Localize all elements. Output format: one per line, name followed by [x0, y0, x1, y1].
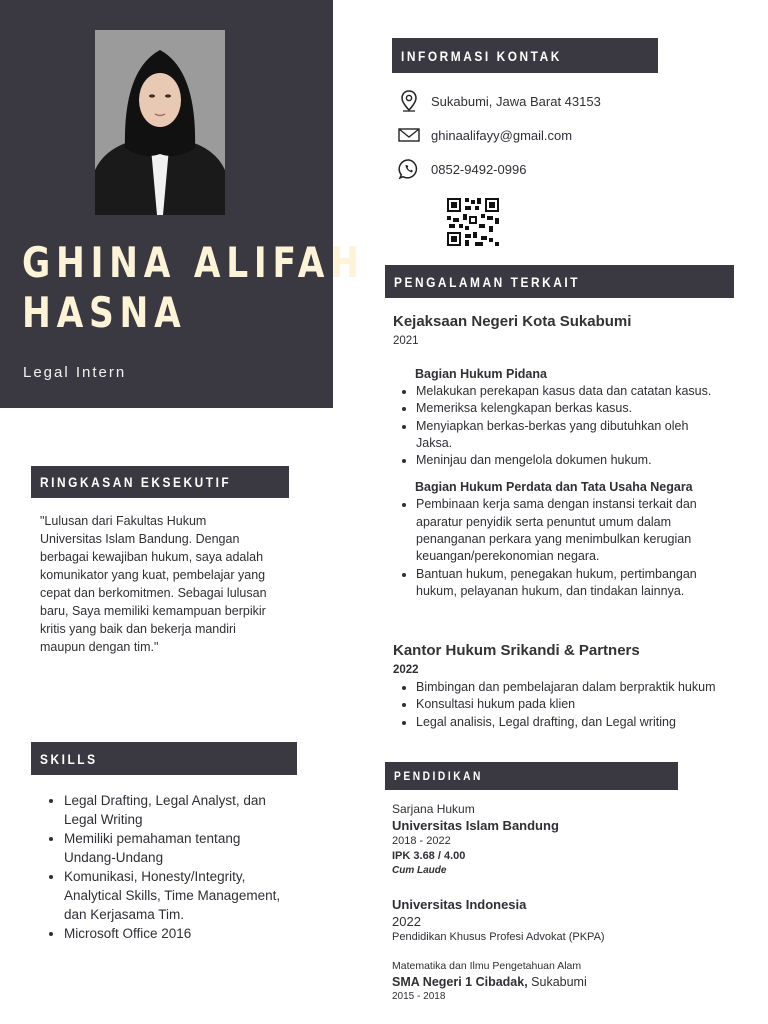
job-section-list	[393, 496, 723, 600]
full-name	[22, 238, 365, 338]
phone-text[interactable]: 0852-9492-0996	[431, 161, 527, 177]
summary-heading-text: RINGKASAN EKSEKUTIF	[40, 474, 232, 490]
whatsapp-icon	[398, 158, 420, 180]
list-item: • Konsultasi hukum pada klien	[416, 696, 723, 713]
job-list	[393, 679, 723, 731]
list-item: • Meninjau dan mengelola dokumen hukum.	[416, 452, 723, 469]
experience-job-1	[393, 312, 723, 600]
location-pin-icon	[398, 90, 420, 112]
education-entry-3	[392, 959, 722, 1003]
education-heading-text: PENDIDIKAN	[394, 769, 483, 783]
experience-heading-text: PENGALAMAN TERKAIT	[394, 273, 581, 290]
email-text[interactable]: ghinaalifayy@gmail.com	[431, 127, 573, 143]
edu-program: Pendidikan Khusus Profesi Advokat (PKPA)	[392, 931, 605, 943]
skill-item: • Legal Drafting, Legal Analyst, dan Legal Writing	[64, 791, 290, 829]
address-text: Sukabumi, Jawa Barat 43153	[431, 93, 601, 109]
contact-heading-text: INFORMASI KONTAK	[401, 47, 562, 64]
edu-school: Universitas Islam Bandung	[392, 818, 559, 833]
contact-phone[interactable]	[398, 158, 526, 180]
contact-email[interactable]	[398, 124, 572, 146]
contact-address	[398, 90, 601, 112]
list-item: • Bantuan hukum, penegakan hukum, pertimbangan hukum, pelayanan hukum, dan tindakan lainnya.	[416, 566, 723, 601]
education-entry-1	[392, 801, 722, 878]
skill-item: • Komunikasi, Honesty/Integrity, Analytical Skills, Time Management, dan Kerjasama Tim.	[64, 867, 290, 924]
skills-heading-text: SKILLS	[40, 750, 98, 767]
edu-school: SMA Negeri 1 Cibadak,	[392, 975, 528, 989]
edu-ipk: IPK 3.68 / 4.00	[392, 850, 466, 862]
profile-photo	[95, 30, 225, 215]
edu-honor: Cum Laude	[392, 865, 447, 876]
list-item: • Memeriksa kelengkapan berkas kasus.	[416, 400, 723, 417]
edu-city: Sukabumi	[527, 975, 587, 989]
summary-text: "Lulusan dari Fakultas Hukum Universitas Islam Bandung. Dengan berbagai kewajiban hukum, saya adalah komunikator yang kuat, pembelajar yang cepat dan berkomitmen. Sebagai lulusan baru, Saya memiliki kemampuan berpikir kritis yang baik dan bekerja mandiri maupun dengan tim."	[40, 514, 267, 654]
job-section-list	[393, 383, 723, 469]
skill-item: • Microsoft Office 2016	[64, 924, 290, 943]
list-item: • Pembinaan kerja sama dengan instansi terkait dan aparatur penyidik serta penuntut umum dalam penanganan perkara yang menimbulkan kerugian keuangan/perekonomian negara.	[416, 496, 723, 565]
envelope-icon	[398, 124, 420, 146]
job-role: Legal Intern	[23, 364, 127, 381]
education-heading	[385, 762, 678, 790]
profile-header	[0, 0, 365, 408]
list-item: • Melakukan perekapan kasus data dan catatan kasus.	[416, 383, 723, 400]
name-line-2: HASNA	[22, 288, 187, 337]
education-entry-2	[392, 896, 722, 945]
job-organization: Kantor Hukum Srikandi & Partners	[393, 642, 640, 659]
edu-major: Matematika dan Ilmu Pengetahuan Alam	[392, 960, 582, 972]
experience-job-2	[393, 641, 723, 731]
edu-years: 2015 - 2018	[392, 991, 446, 1002]
edu-year: 2022	[392, 914, 421, 929]
qr-code-icon[interactable]	[447, 198, 499, 246]
list-item: • Legal analisis, Legal drafting, dan Legal writing	[416, 714, 723, 731]
experience-heading	[385, 265, 734, 298]
job-year: 2022	[393, 664, 419, 676]
summary-heading	[31, 466, 289, 498]
edu-school: Universitas Indonesia	[392, 897, 527, 912]
job-section-title: Bagian Hukum Pidana	[415, 367, 547, 381]
list-item: • Menyiapkan berkas-berkas yang dibutuhkan oleh Jaksa.	[416, 418, 723, 453]
contact-heading	[392, 38, 658, 73]
edu-degree: Sarjana Hukum	[392, 802, 475, 816]
job-section-title: Bagian Hukum Perdata dan Tata Usaha Negara	[415, 480, 693, 495]
job-organization: Kejaksaan Negeri Kota Sukabumi	[393, 313, 632, 330]
skills-list	[40, 791, 290, 943]
job-year: 2021	[393, 335, 419, 347]
edu-school-line	[392, 974, 722, 990]
list-item: • Bimbingan dan pembelajaran dalam berpraktik hukum	[416, 679, 723, 696]
skills-heading	[31, 742, 297, 775]
skill-item: • Memiliki pemahaman tentang Undang-Undang	[64, 829, 290, 867]
name-line-1: GHINA ALIFAH	[22, 238, 365, 287]
edu-years: 2018 - 2022	[392, 835, 451, 847]
